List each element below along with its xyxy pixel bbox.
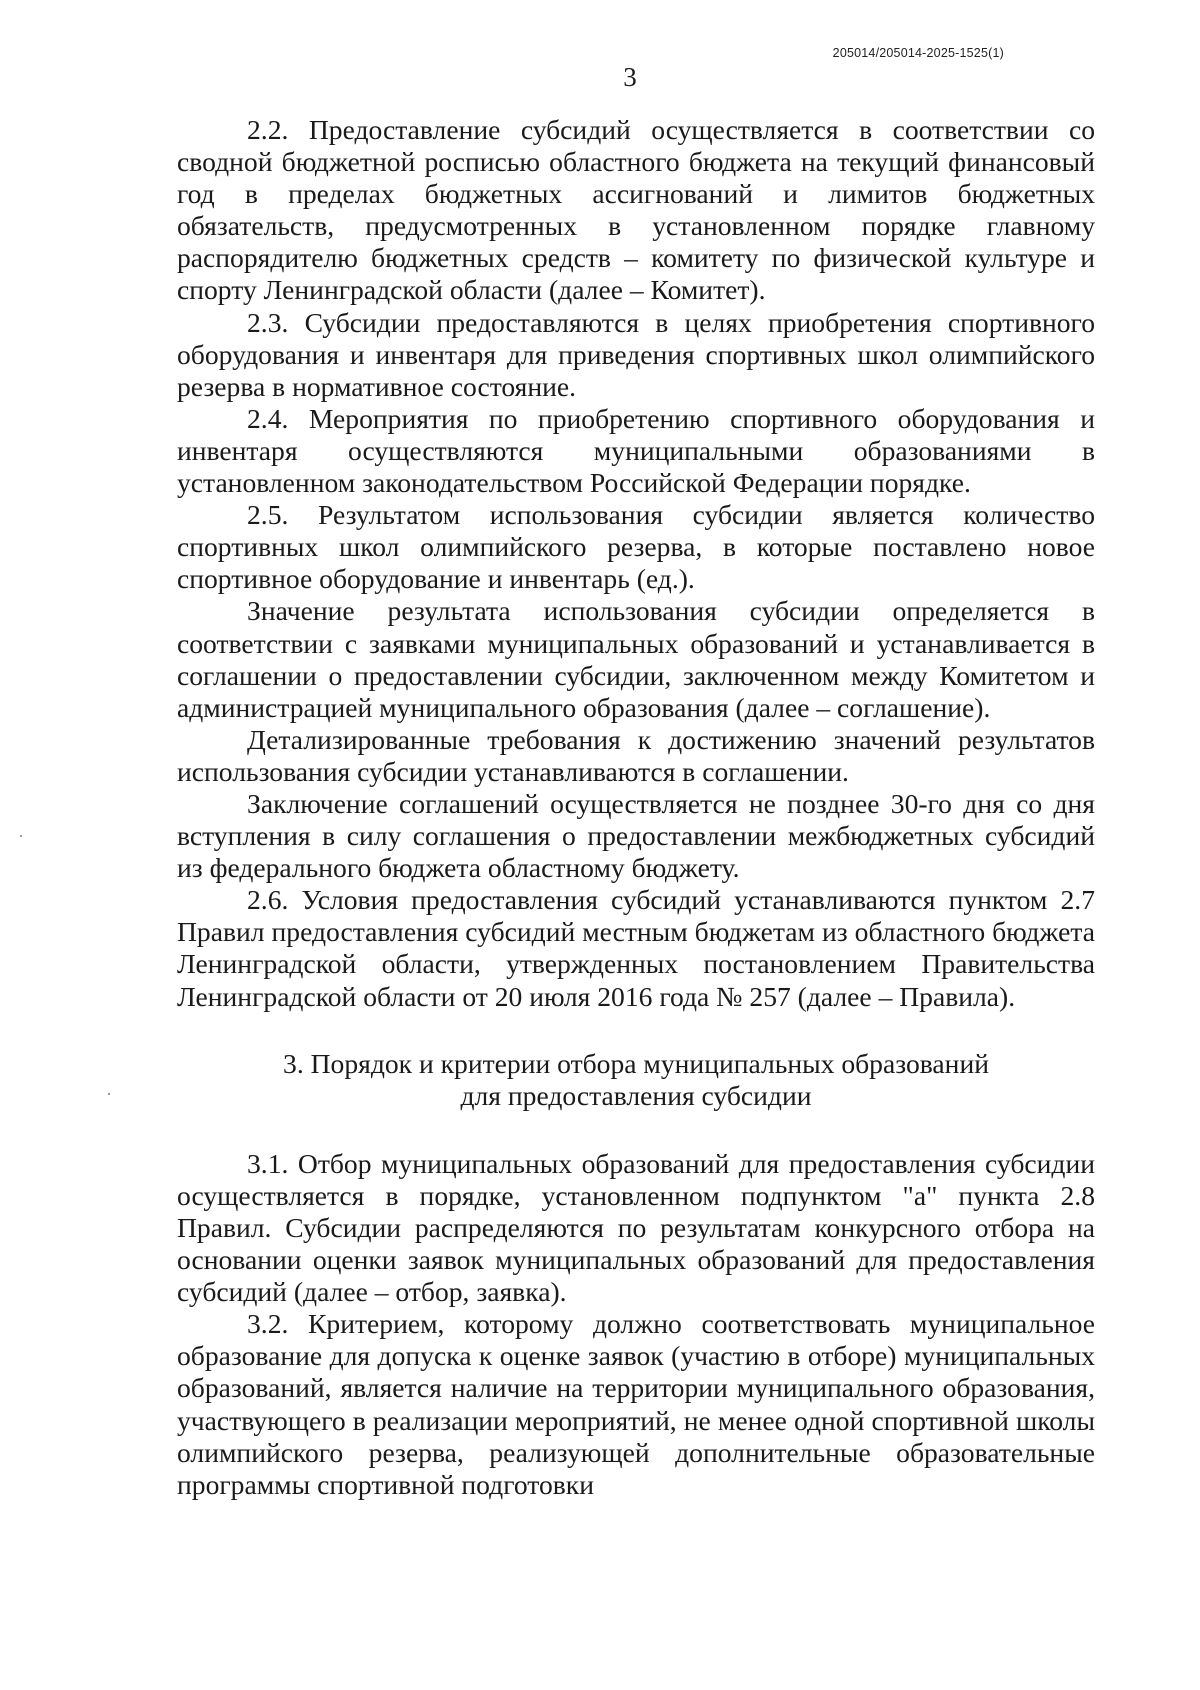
paragraph-2-4: 2.4. Мероприятия по приобретению спортивного оборудования и инвентаря осуществляются муниципальными образованиями в установленном законодательством Российской Федерации порядке. [177, 402, 1095, 499]
paragraph-3-1: 3.1. Отбор муниципальных образований для предоставления субсидии осуществляется в порядке, установленном подпунктом "а" пункта 2.8 Правил. Субсидии распределяются по результатам конкурсного отбора на основании оценки заявок муниципальных образований для предоставления субсидий (далее – отбор, заявка). [177, 1147, 1095, 1308]
paragraph-2-5-conclusion: Заключение соглашений осуществляется не позднее 30-го дня со дня вступления в силу соглашения о предоставлении межбюджетных субсидий из федерального бюджета областному бюджету. [177, 787, 1095, 884]
section-3-heading-line-1: 3. Порядок и критерии отбора муниципальных образований [283, 1047, 989, 1079]
scan-speck [108, 1093, 110, 1095]
paragraph-2-2: 2.2. Предоставление субсидий осуществляется в соответствии со сводной бюджетной росписью областного бюджета на текущий финансовый год в пределах бюджетных ассигнований и лимитов бюджетных обязательств, предусмотренных в установленном порядке главному распорядителю бюджетных средств – комитету по физической культуре и спорту Ленинградской области (далее – Комитет). [177, 114, 1095, 306]
paragraph-2-5-detail: Детализированные требования к достижению значений результатов использования субсидии устанавливаются в соглашении. [177, 723, 1095, 787]
paragraph-2-5: 2.5. Результатом использования субсидии является количество спортивных школ олимпийского резерва, в которые поставлено новое спортивное оборудование и инвентарь (ед.). [177, 499, 1095, 595]
paragraph-2-5-value: Значение результата использования субсидии определяется в соответствии с заявками муниципальных образований и устанавливается в соглашении о предоставлении субсидии, заключенном между Комитетом и администрацией муниципального образования (далее – соглашение). [177, 595, 1095, 723]
document-id: 205014/205014-2025-1525(1) [832, 46, 1004, 60]
paragraph-3-2: 3.2. Критерием, которому должно соответствовать муниципальное образование для допуска к оценке заявок (участию в отборе) муниципальных образований, является наличие на территории муниципального образования, участвующего в реализации мероприятий, не менее одной спортивной школы олимпийского резерва, реализующей дополнительные образовательные программы спортивной подготовки [177, 1308, 1095, 1500]
document-body [177, 114, 1095, 1501]
paragraph-2-3: 2.3. Субсидии предоставляются в целях приобретения спортивного оборудования и инвентаря для приведения спортивных школ олимпийского резерва в нормативное состояние. [177, 306, 1095, 402]
page-number: 3 [623, 62, 637, 92]
section-3-heading [177, 1048, 1095, 1112]
scan-speck [20, 835, 22, 837]
paragraph-2-6: 2.6. Условия предоставления субсидий устанавливаются пунктом 2.7 Правил предоставления субсидий местным бюджетам из областного бюджета Ленинградской области, утвержденных постановлением Правительства Ленинградской области от 20 июля 2016 года № 257 (далее – Правила). [177, 884, 1095, 1012]
section-3-heading-line-2: для предоставления субсидии [460, 1079, 812, 1111]
